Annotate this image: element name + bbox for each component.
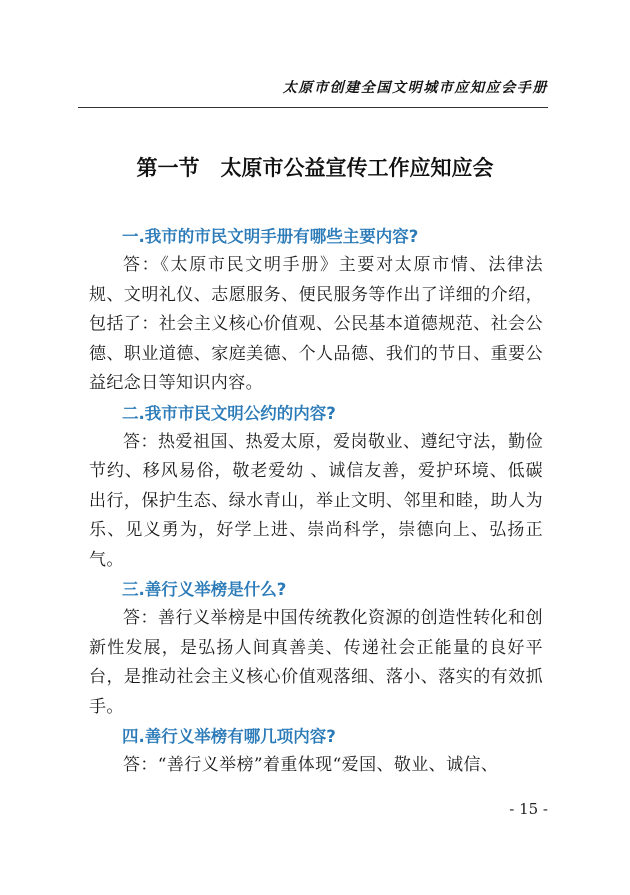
header-divider — [78, 107, 548, 108]
question-1: 一.我市的市民文明手册有哪些主要内容? — [122, 227, 419, 246]
answer-4: 答：“善行义举榜”着重体现“爱国、敬业、诚信、 — [123, 755, 499, 775]
question-4: 四.善行义举榜有哪几项内容? — [122, 727, 336, 746]
qa-content — [89, 222, 543, 781]
answer-3: 答：善行义举榜是中国传统教化资源的创造性转化和创新性发展，是弘扬人间真善美、传递社会正能量的良好平台，是推动社会主义核心价值观落细、落小、落实的有效抓手。 — [89, 608, 543, 717]
question-2: 二.我市市民文明公约的内容? — [122, 403, 336, 423]
answer-2: 答：热爱祖国、热爱太原，爱岗敬业、遵纪守法，勤俭节约、移风易俗，敬老爱幼 、诚信友善，爱护环境、低碳出行，保护生态、绿水青山，举止文明、邻里和睦，助人为乐、见义勇为，好学上进、崇尚科学，崇德向上、弘扬正气。 — [89, 431, 543, 570]
question-3: 三.善行义举榜是什么? — [122, 580, 287, 599]
page-number: - 15 - — [509, 800, 548, 818]
section-title: 第一节 太原市公益宣传工作应知应会 — [136, 156, 494, 180]
answer-1: 答：《太原市民文明手册》主要对太原市情、法律法规、文明礼仪、志愿服务、便民服务等作出了详细的介绍，包括了：社会主义核心价值观、公民基本道德规范、社会公德、职业道德、家庭美德、个人品德、我们的节日、重要公益纪念日等知识内容。 — [89, 255, 543, 393]
running-header: 太原市创建全国文明城市应知应会手册 — [282, 80, 548, 96]
